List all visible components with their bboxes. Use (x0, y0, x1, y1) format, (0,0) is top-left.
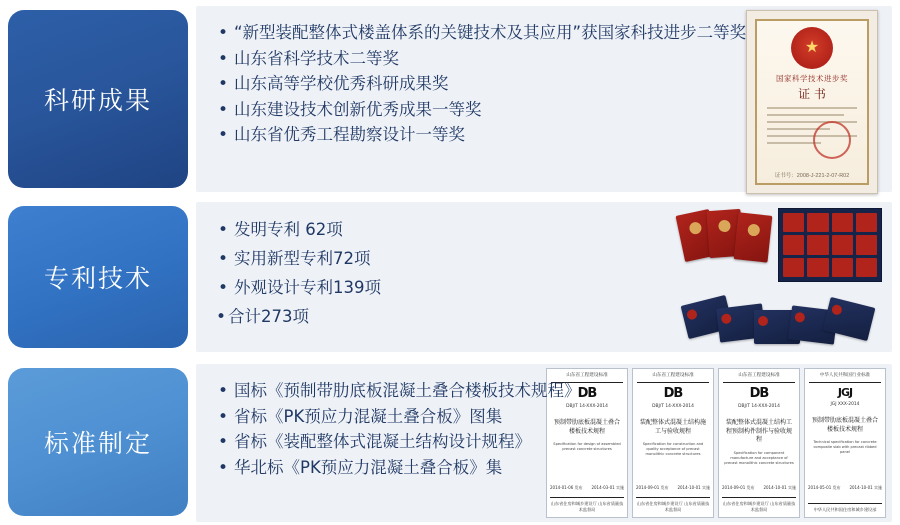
content-panel-standards (196, 364, 892, 522)
list-item: • 外观设计专利139项 (218, 274, 892, 303)
list-item: • 山东高等学校优秀科研成果奖 (218, 71, 892, 97)
standard-publisher: 山东省住房和城乡建设厅 山东省质量技术监督局 (636, 497, 710, 513)
effective-date: 2014-10-01 实施 (763, 485, 796, 490)
standard-title: 装配整体式混凝土结构施工与验收规程 (639, 418, 706, 435)
content-panel-research (196, 6, 892, 192)
section-label-text: 标准制定 (43, 429, 152, 458)
standard-title-en: Specification for component manufacture and acceptance of precast monolithic concrete structures (724, 451, 794, 465)
cover-org: 中华人民共和国行业标准 (819, 373, 871, 378)
standard-logo: DB (663, 385, 683, 401)
standard-publisher: 山东省住房和城乡建设厅 山东省质量技术监督局 (550, 497, 624, 513)
section-label-patent (8, 206, 188, 348)
section-research-achievements (0, 4, 900, 190)
standard-code: DBJ/T 14-XXX-2014 (566, 403, 608, 409)
issue-date: 2014-09-01 发布 (722, 485, 755, 490)
standard-title-en: Specification for construction and quality acceptance of precast monolithic concrete structures (642, 442, 704, 457)
bullet-list-patent (196, 202, 892, 332)
section-patent-technology (0, 200, 900, 352)
standard-code: JGJ XXX-2014 (830, 401, 860, 407)
list-item: • 华北标《PK预应力混凝土叠合板》集 (218, 455, 892, 481)
standard-logo: DB (577, 385, 597, 401)
issue-date: 2014-09-01 发布 (636, 485, 669, 490)
standard-title-en: Technical specification for concrete composite slab with precast ribbed panel (813, 440, 877, 455)
effective-date: 2014-10-01 实施 (849, 485, 882, 490)
issue-date: 2014-05-01 发布 (808, 485, 841, 490)
standard-dates (808, 485, 882, 491)
list-item: • 发明专利 62项 (218, 216, 892, 245)
effective-date: 2014-10-01 实施 (677, 485, 710, 490)
standard-title: 预制带肋底板混凝土叠合楼板技术规程 (553, 418, 620, 435)
standard-title: 预制带肋底板混凝土叠合楼板技术规程 (811, 416, 878, 433)
list-item: • 实用新型专利72项 (218, 245, 892, 274)
standard-title-en: Specification for design of assembled precast concrete structures (553, 442, 621, 452)
list-item: • 山东省优秀工程勘察设计一等奖 (218, 122, 892, 148)
standard-logo: JGJ (837, 385, 853, 399)
content-panel-patent (196, 202, 892, 352)
cover-org: 山东省工程建设标准 (738, 373, 780, 378)
standard-code: DBJ/T 14-XXX-2014 (652, 403, 694, 409)
section-label-text: 科研成果 (43, 86, 152, 115)
standard-dates (550, 485, 624, 491)
list-item: • “新型装配整体式楼盖体系的关键技术及其应用”获国家科技进步二等奖 (218, 20, 892, 46)
certificate-heading: 证 书 (798, 87, 826, 101)
standard-logo: DB (749, 385, 769, 401)
list-item: • 合计273项 (218, 303, 892, 332)
section-label-text: 专利技术 (43, 264, 152, 293)
list-item: • 山东省科学技术二等奖 (218, 46, 892, 72)
standard-dates (722, 485, 796, 491)
list-item: • 山东建设技术创新优秀成果一等奖 (218, 97, 892, 123)
cover-org: 山东省工程建设标准 (652, 373, 694, 378)
certificate-title: 国家科学技术进步奖 (776, 74, 848, 83)
effective-date: 2014-03-01 实施 (591, 485, 624, 490)
list-item: • 省标《装配整体式混凝土结构设计规程》 (218, 429, 892, 455)
list-item: • 国标《预制带肋底板混凝土叠合楼板技术规程》 (218, 378, 892, 404)
standard-publisher: 中华人民共和国住房和城乡建设部 (808, 503, 882, 513)
standard-title: 装配整体式混凝土结构工程预制构件制作与验收规程 (725, 418, 792, 444)
standard-publisher: 山东省住房和城乡建设厅 山东省质量技术监督局 (722, 497, 796, 513)
section-label-standards (8, 368, 188, 516)
list-item: • 省标《PK预应力混凝土叠合板》图集 (218, 404, 892, 430)
bullet-list-research (196, 6, 892, 148)
cover-org: 山东省工程建设标准 (566, 373, 608, 378)
issue-date: 2014-01-06 发布 (550, 485, 583, 490)
certificate-footer: 证书号：2008-J-221-2-07-R02 (774, 173, 850, 179)
standard-code: DBJ/T 14-XXX-2014 (738, 403, 780, 409)
section-label-research (8, 10, 188, 188)
standard-dates (636, 485, 710, 491)
section-standards (0, 362, 900, 522)
bullet-list-standards (196, 364, 892, 480)
